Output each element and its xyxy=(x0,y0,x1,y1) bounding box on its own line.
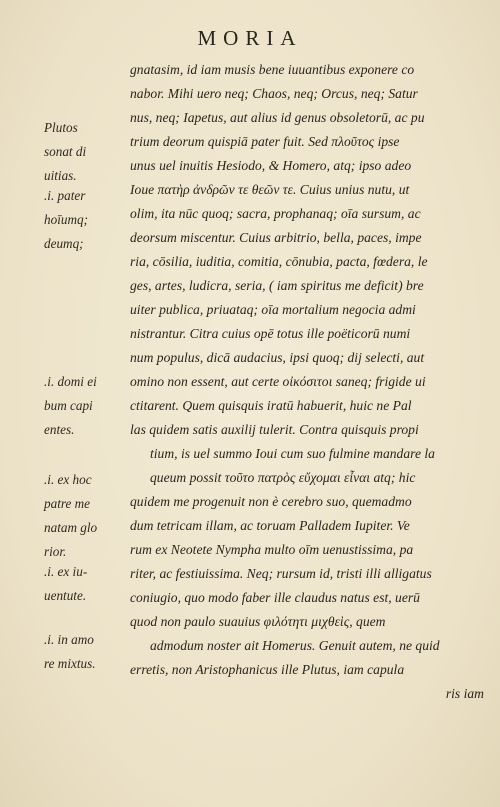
text-line: nabor. Mihi uero neq; Chaos, neq; Orcus, neq; Satur xyxy=(130,86,418,101)
text-line: deorsum miscentur. Cuius arbitrio, bella, paces, impe xyxy=(130,230,422,245)
running-header: MORIA xyxy=(197,26,303,50)
margin-note: .i. domi ei bum capi entes. xyxy=(44,374,97,437)
text-line: omino non essent, aut certe οἰκόσιτοι saneq; frigide ui xyxy=(130,374,426,389)
text-line: rum ex Neotete Nympha multo oīm uenustissima, pa xyxy=(130,542,414,557)
text-line: unus uel inuitis Hesiodo, & Homero, atq; ipso adeo xyxy=(130,158,412,173)
margin-note: .i. pater hoīumq; deumq; xyxy=(44,188,88,251)
text-line: ris iam xyxy=(445,686,484,701)
text-line: num populus, dicā audacius, ipsi quoq; dij selecti, aut xyxy=(130,350,425,365)
margin-note: Plutos sonat di uitias. xyxy=(44,120,87,183)
text-line: coniugio, quo modo faber ille claudus natus est, uerū xyxy=(130,590,420,605)
text-line: gnatasim, id iam musis bene iuuantibus exponere co xyxy=(130,62,415,77)
text-line: ria, cōsilia, iuditia, comitia, cōnubia, pacta, fœdera, le xyxy=(130,254,428,269)
text-line: ges, artes, ludicra, seria, ( iam spiritus me deficit) bre xyxy=(130,278,424,293)
text-line: quidem me progenuit non è cerebro suo, quemadmo xyxy=(130,494,412,509)
text-line: las quidem satis auxilij tulerit. Contra quisquis propi xyxy=(130,422,419,437)
text-line: quod non paulo suauius φιλότητι μιχθεὶς, quem xyxy=(130,614,386,629)
text-line: nus, neq; Iapetus, aut alius id genus obsoletorū, ac pu xyxy=(130,110,425,125)
margin-note: .i. ex hoc patre me natam glo rior. xyxy=(44,472,98,559)
text-line: queum possit τοῦτο πατρὸς εὔχομαι εἶναι atq; hic xyxy=(150,470,416,485)
text-line: nistrantur. Citra cuius opē totus ille poëticorū numi xyxy=(130,326,411,341)
text-line: Ioue πατὴρ ἀνδρῶν τε θεῶν τε. Cuius unius nutu, ut xyxy=(130,182,410,197)
margin-note: .i. ex iu- uentute. xyxy=(44,564,88,603)
text-line: riter, ac festiuissima. Neq; rursum id, tristi illi alligatus xyxy=(130,566,432,581)
text-line: dum tetricam illam, ac toruam Palladem Iupiter. Ve xyxy=(130,518,410,533)
text-line: erretis, non Aristophanicus ille Plutus, iam capula xyxy=(130,662,405,677)
text-line: olim, ita nūc quoq; sacra, prophanaq; oīa sursum, ac xyxy=(130,206,421,221)
text-line: tium, is uel summo Ioui cum suo fulmine mandare la xyxy=(150,446,435,461)
text-line: trium deorum quispiā pater fuit. Sed πλοῦτος ipse xyxy=(130,134,400,149)
text-line: ctitarent. Quem quisquis iratū habuerit, huic ne Pal xyxy=(130,398,412,413)
margin-note: .i. in amo re mixtus. xyxy=(44,632,96,671)
text-line: uiter publica, priuataq; oīa mortalium negocia admi xyxy=(130,302,416,317)
text-line: admodum noster ait Homerus. Genuit autem, ne quid xyxy=(150,638,440,653)
